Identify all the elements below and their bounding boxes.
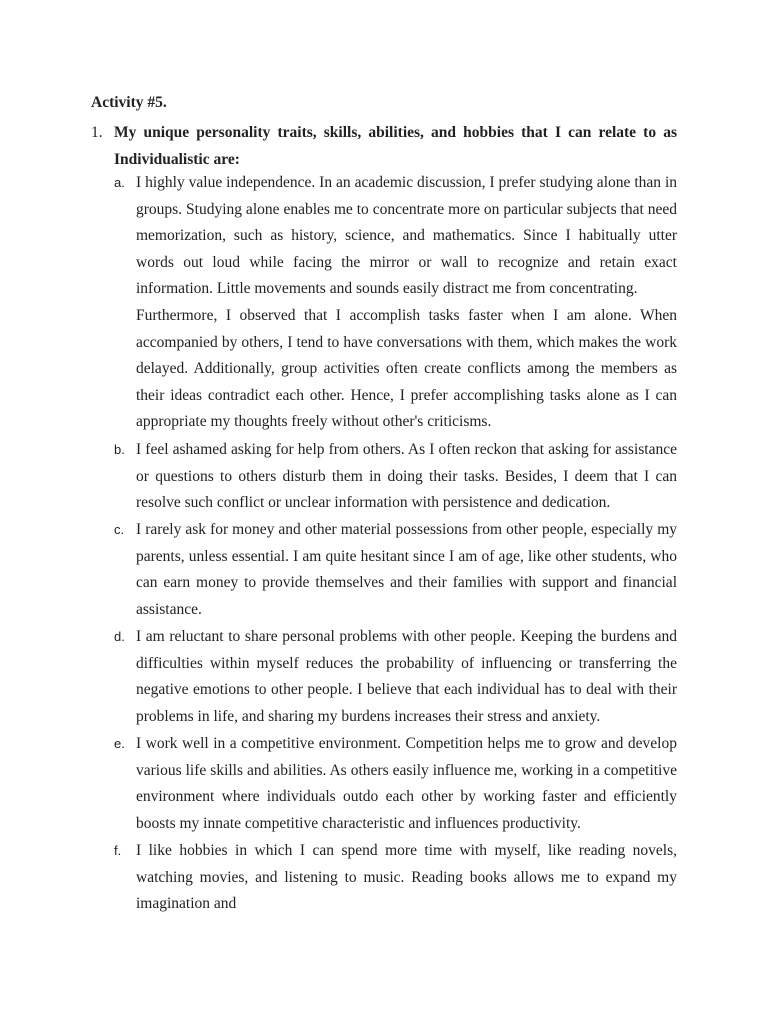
item-f-text	[136, 838, 677, 918]
item-e-text	[136, 731, 677, 837]
item-b-paragraph: I feel ashamed asking for help from others. As I often reckon that asking for assistance or questions to others disturb them in doing their tasks. Besides, I deem that I can resolve such conflict or unclear information with persistence and dedication.	[136, 441, 677, 512]
item-d-paragraph: I am reluctant to share personal problems with other people. Keeping the burdens and difficulties within myself reduces the probability of influencing or transferring the negative emotions to other people. I believe that each individual has to deal with their problems in life, and sharing my burdens increases their stress and anxiety.	[136, 628, 677, 725]
item-f-paragraph: I like hobbies in which I can spend more time with myself, like reading novels, watching movies, and listening to music. Reading books allows me to expand my imagination and	[136, 842, 677, 913]
item-d-letter: d.	[114, 629, 125, 644]
item-a-text	[136, 170, 677, 436]
item-d-text	[136, 624, 677, 730]
item-c-paragraph: I rarely ask for money and other material possessions from other people, especially my parents, unless essential. I am quite hesitant since I am of age, like other students, who can earn money to provide themselves and their families with support and financial assistance.	[136, 521, 677, 618]
activity-heading: Activity #5.	[91, 94, 167, 111]
item-c-text	[136, 517, 677, 623]
item-a-paragraph-1: I highly value independence. In an academic discussion, I prefer studying alone than in groups. Studying alone enables me to concentrate more on particular subjects that need memorization, such as history, science, and mathematics. Since I habitually utter words out loud while facing the mirror or wall to recognize and retain exact information. Little movements and sounds easily distract me from concentrating.	[136, 174, 677, 298]
item-b-letter: b.	[114, 442, 125, 457]
item-c-letter: c.	[114, 522, 125, 537]
item-b-text	[136, 437, 677, 517]
question-number: 1.	[91, 124, 103, 141]
question-text: My unique personality traits, skills, abilities, and hobbies that I can relate to as Individualistic are:	[114, 124, 677, 168]
item-f-letter: f.	[114, 843, 122, 858]
item-a-letter: a.	[114, 175, 125, 190]
item-a-paragraph-2: Furthermore, I observed that I accomplish tasks faster when I am alone. When accompanied by others, I tend to have conversations with them, which makes the work delayed. Additionally, group activities often create conflicts among the members as their ideas contradict each other. Hence, I prefer accomplishing tasks alone as I can appropriate my thoughts freely without other's criticisms.	[136, 306, 677, 431]
item-e-letter: e.	[114, 736, 125, 751]
item-e-paragraph: I work well in a competitive environment. Competition helps me to grow and develop various life skills and abilities. As others easily influence me, working in a competitive environment where individuals outdo each other by working faster and efficiently boosts my innate competitive characteristic and influences productivity.	[136, 735, 677, 832]
